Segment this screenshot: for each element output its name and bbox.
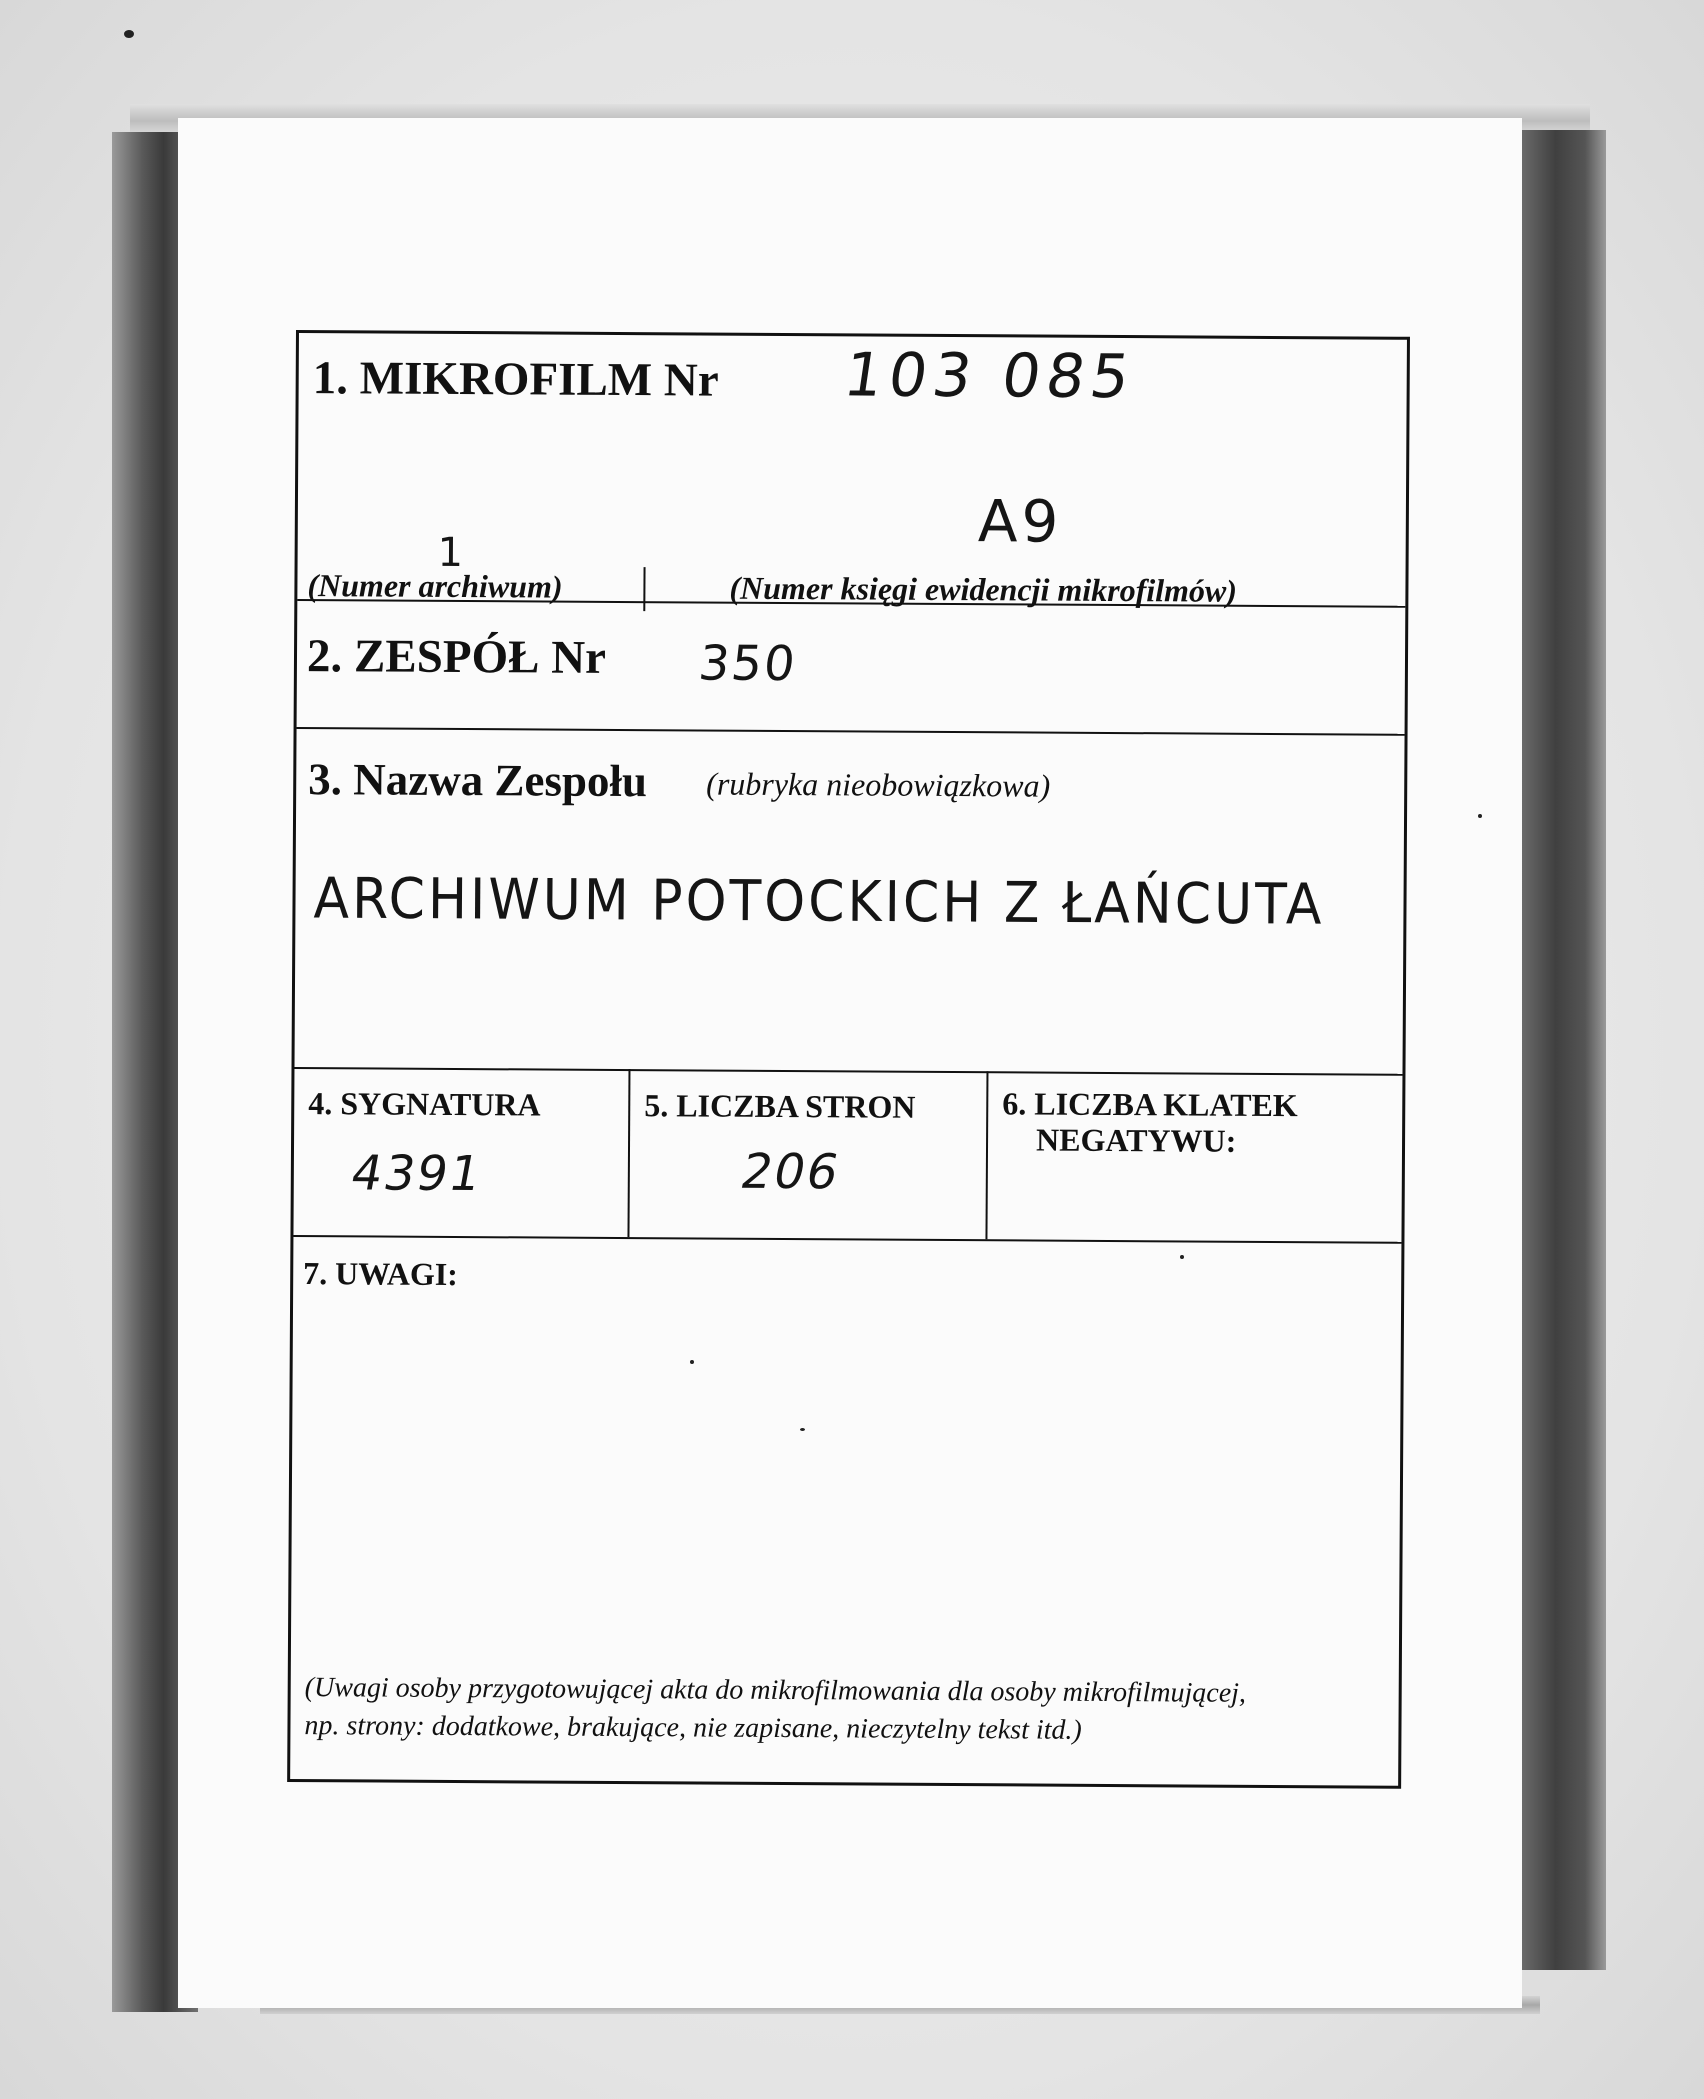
remarks-note-line1: (Uwagi osoby przygotowującej akta do mikrofilmowania dla osoby mikrofilmującej, [304,1672,1247,1709]
microfilm-number-label: 1. MIKROFILM Nr [312,352,719,407]
signature-value: 4391 [346,1145,488,1203]
fond-number-value: 350 [695,635,800,693]
page-shadow-right [1522,130,1606,1970]
negative-frames-label [1002,1085,1298,1159]
fond-number-label: 2. ZESPÓŁ Nr [306,630,607,684]
microfilm-form [287,330,1410,1789]
scan-speck [124,30,134,38]
remarks-note-line2: np. strony: dodatkowe, brakujące, nie zapisane, nieczytelny tekst itd.) [304,1710,1082,1746]
divider-4 [293,1235,1401,1244]
signature-label: 4. SYGNATURA [308,1085,541,1123]
column-divider-1 [627,1069,630,1237]
scan-speck [1478,814,1482,818]
archive-number-value: 1 [437,529,466,577]
negative-frames-label-line1: 6. LICZBA KLATEK [1002,1085,1298,1124]
fond-name-value: ARCHIWUM POTOCKICH Z ŁAŃCUTA [313,866,1325,938]
fond-name-note: (rubryka nieobowiązkowa) [706,765,1051,804]
page-count-value: 206 [735,1143,846,1201]
remarks-note [304,1669,1246,1751]
caption-separator [643,567,645,611]
scan-speck [690,1360,694,1364]
scan-speck [1180,1255,1184,1259]
column-divider-2 [985,1071,988,1239]
negative-frames-label-line2: NEGATYWU: [1035,1121,1237,1159]
divider-3 [294,1067,1402,1076]
microfilm-number-value: 103 085 [839,340,1140,413]
scan-speck [800,1428,805,1431]
remarks-label: 7. UWAGI: [303,1255,459,1293]
divider-2 [297,727,1405,736]
fond-name-label: 3. Nazwa Zespołu [308,754,648,807]
book-number-caption: (Numer księgi ewidencji mikrofilmów) [729,569,1238,609]
archive-number-caption: (Numer archiwum) [307,567,563,605]
book-number-value: A9 [977,487,1063,556]
page-count-label: 5. LICZBA STRON [644,1087,916,1125]
